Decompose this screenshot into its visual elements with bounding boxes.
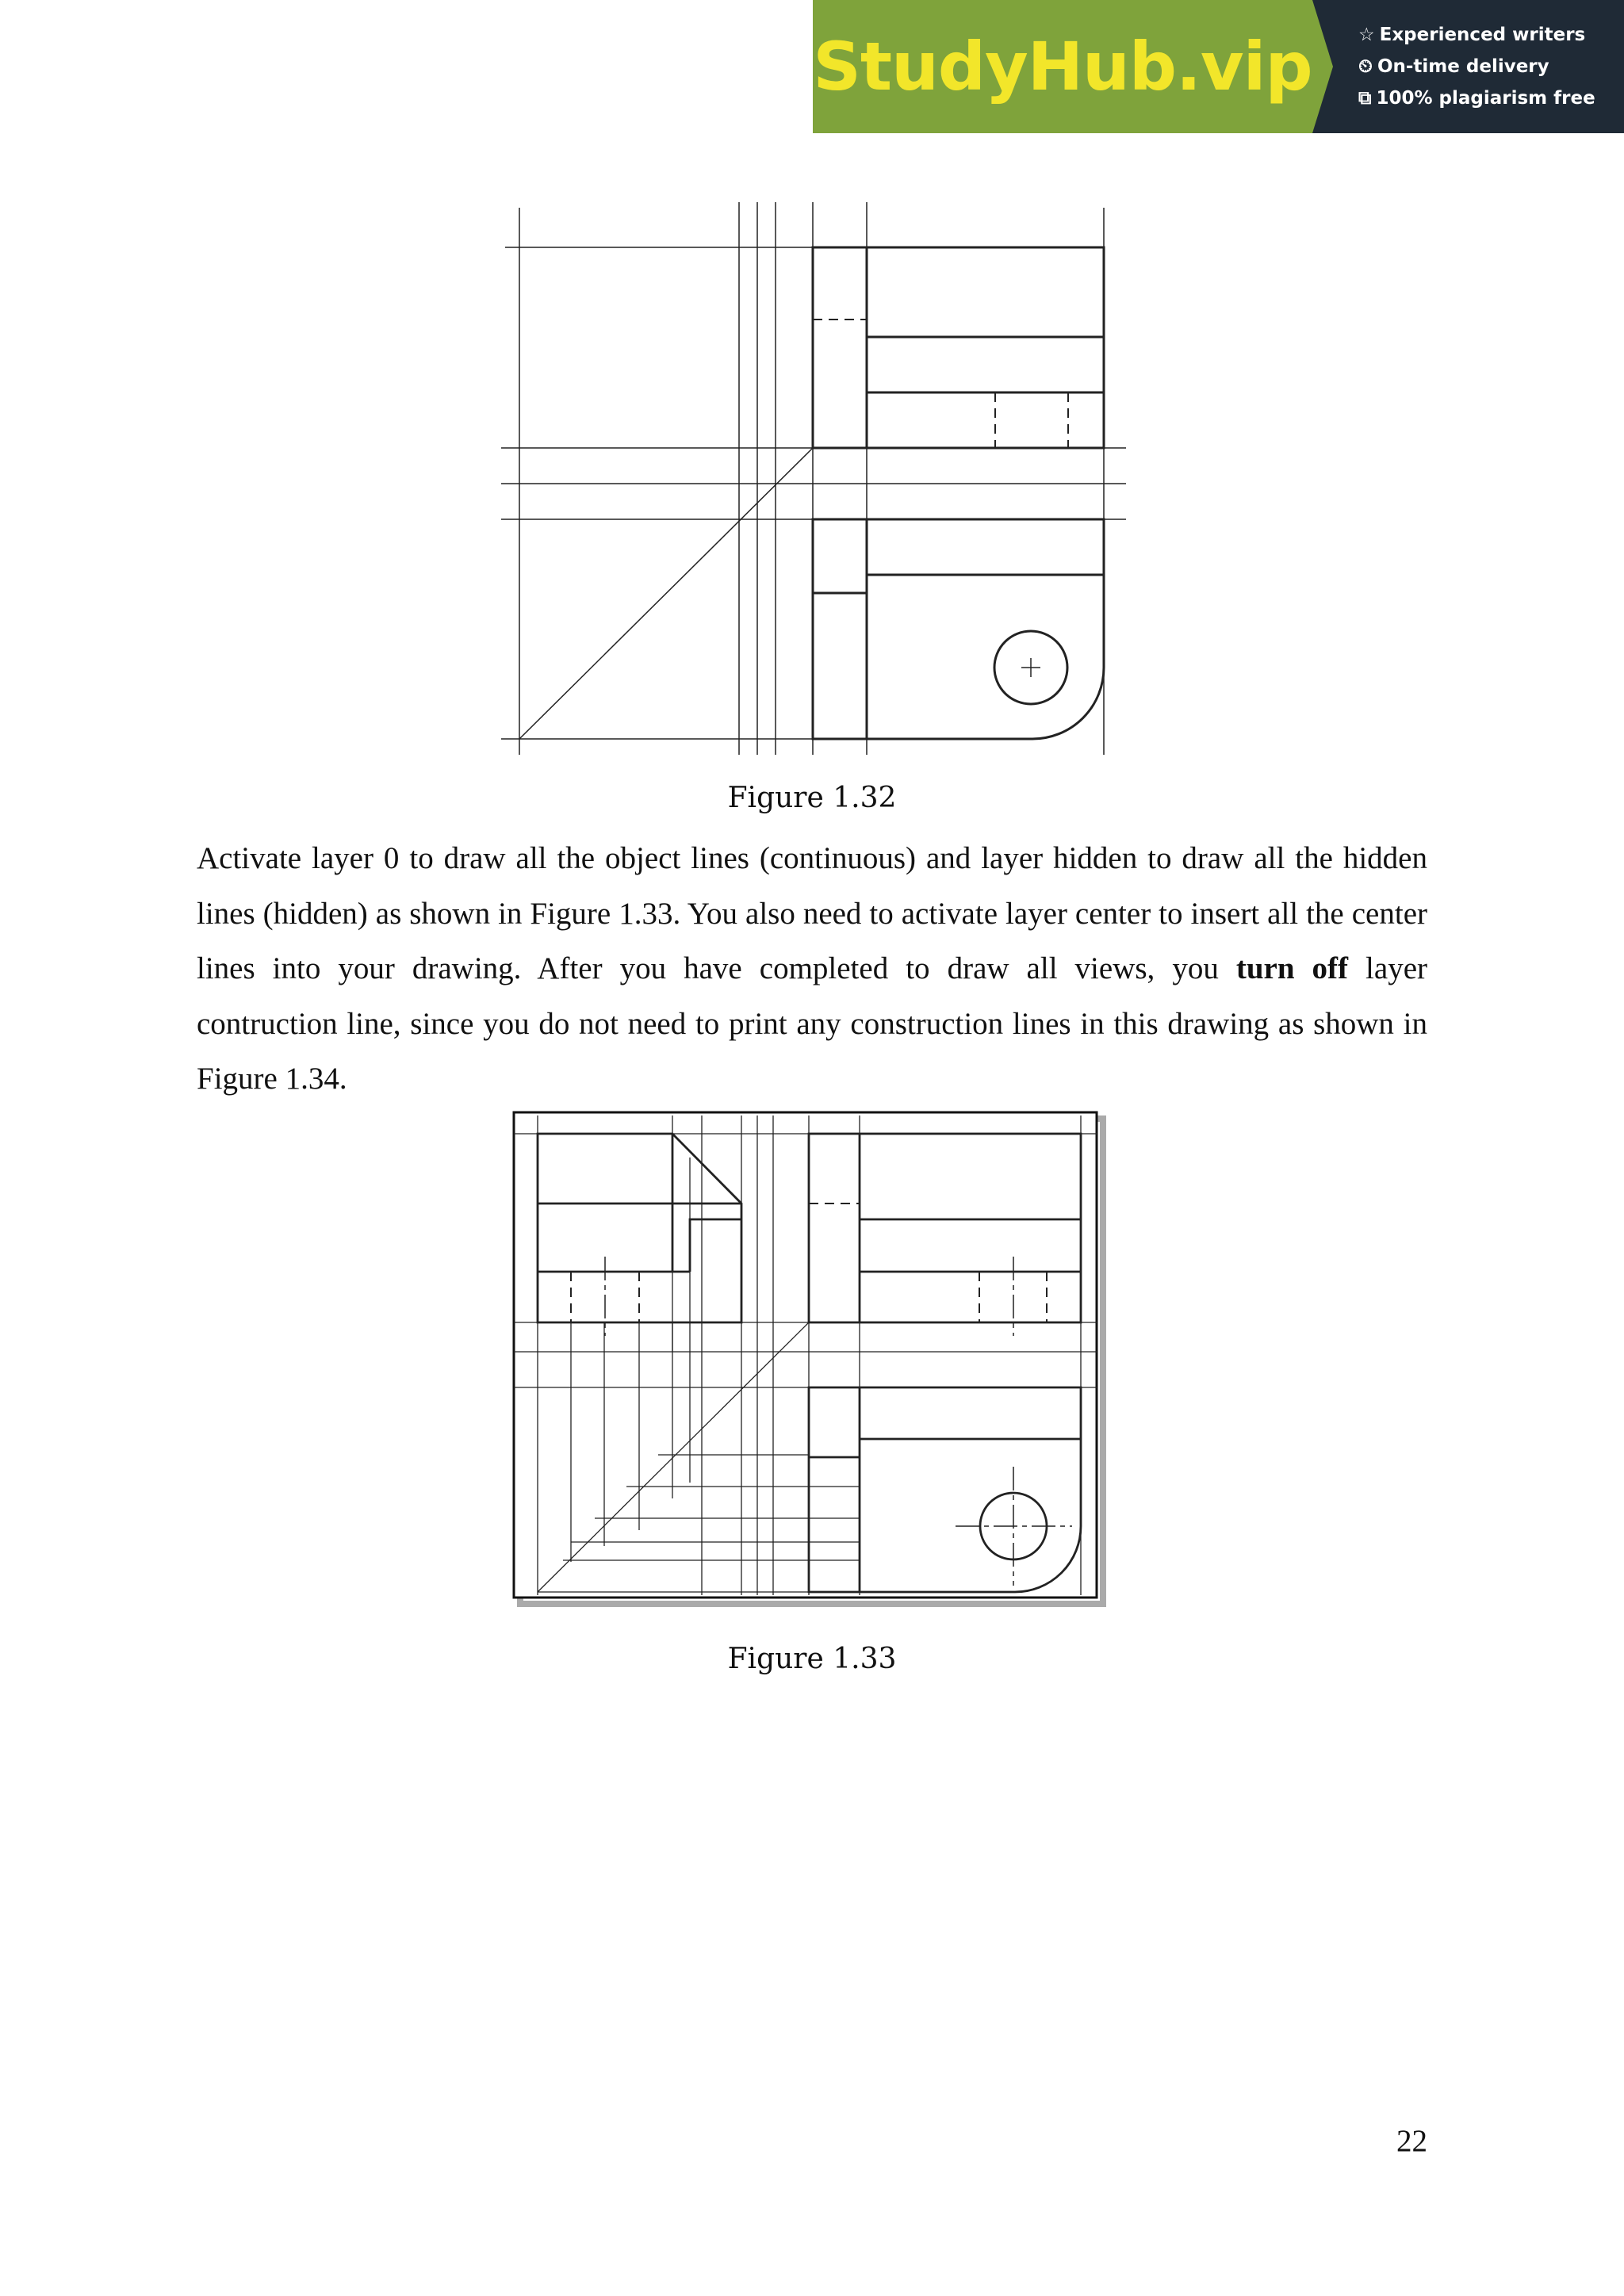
star-icon: ☆	[1358, 25, 1375, 45]
feature-text: 100% plagiarism free	[1376, 88, 1595, 109]
paragraph-bold: turn off	[1235, 951, 1349, 985]
drawing-border	[514, 1112, 1097, 1598]
clock-icon: ⏲	[1358, 56, 1373, 77]
studyhub-logo[interactable]: StudyHub.vip	[813, 0, 1312, 133]
figure-1-33-caption: Figure 1.33	[727, 1643, 897, 1675]
studyhub-banner[interactable]	[813, 0, 1624, 133]
object-lines	[813, 247, 1104, 739]
page-number: 22	[1396, 2124, 1427, 2158]
hidden-lines	[813, 320, 1068, 448]
feature-text: Experienced writers	[1379, 25, 1586, 45]
feature-plagiarism	[1358, 88, 1624, 109]
figure-1-32-drawing	[492, 198, 1142, 761]
banner-features	[1312, 0, 1624, 133]
body-paragraph	[197, 831, 1427, 1107]
feature-text: On-time delivery	[1377, 56, 1549, 77]
center-mark	[1021, 658, 1040, 677]
paragraph-text-2: layer contruction line, since you do not need to print any construction lines in this drawing as shown in Figure 1.34.	[197, 951, 1427, 1096]
copy-icon: ⧉	[1358, 88, 1372, 109]
banner-arrow	[1312, 0, 1333, 133]
paragraph-text-1: Activate layer 0 to draw all the object lines (continuous) and layer hidden to draw all the hidden lines (hidden) as shown in Figure 1.33. You also need to activate layer center to insert all the center lines into your drawing. After you have completed to draw all views, you	[197, 841, 1427, 985]
figure-1-33-drawing	[508, 1106, 1110, 1613]
feature-delivery	[1358, 56, 1624, 77]
feature-writers	[1358, 25, 1624, 45]
figure-1-32-caption: Figure 1.32	[727, 782, 897, 814]
